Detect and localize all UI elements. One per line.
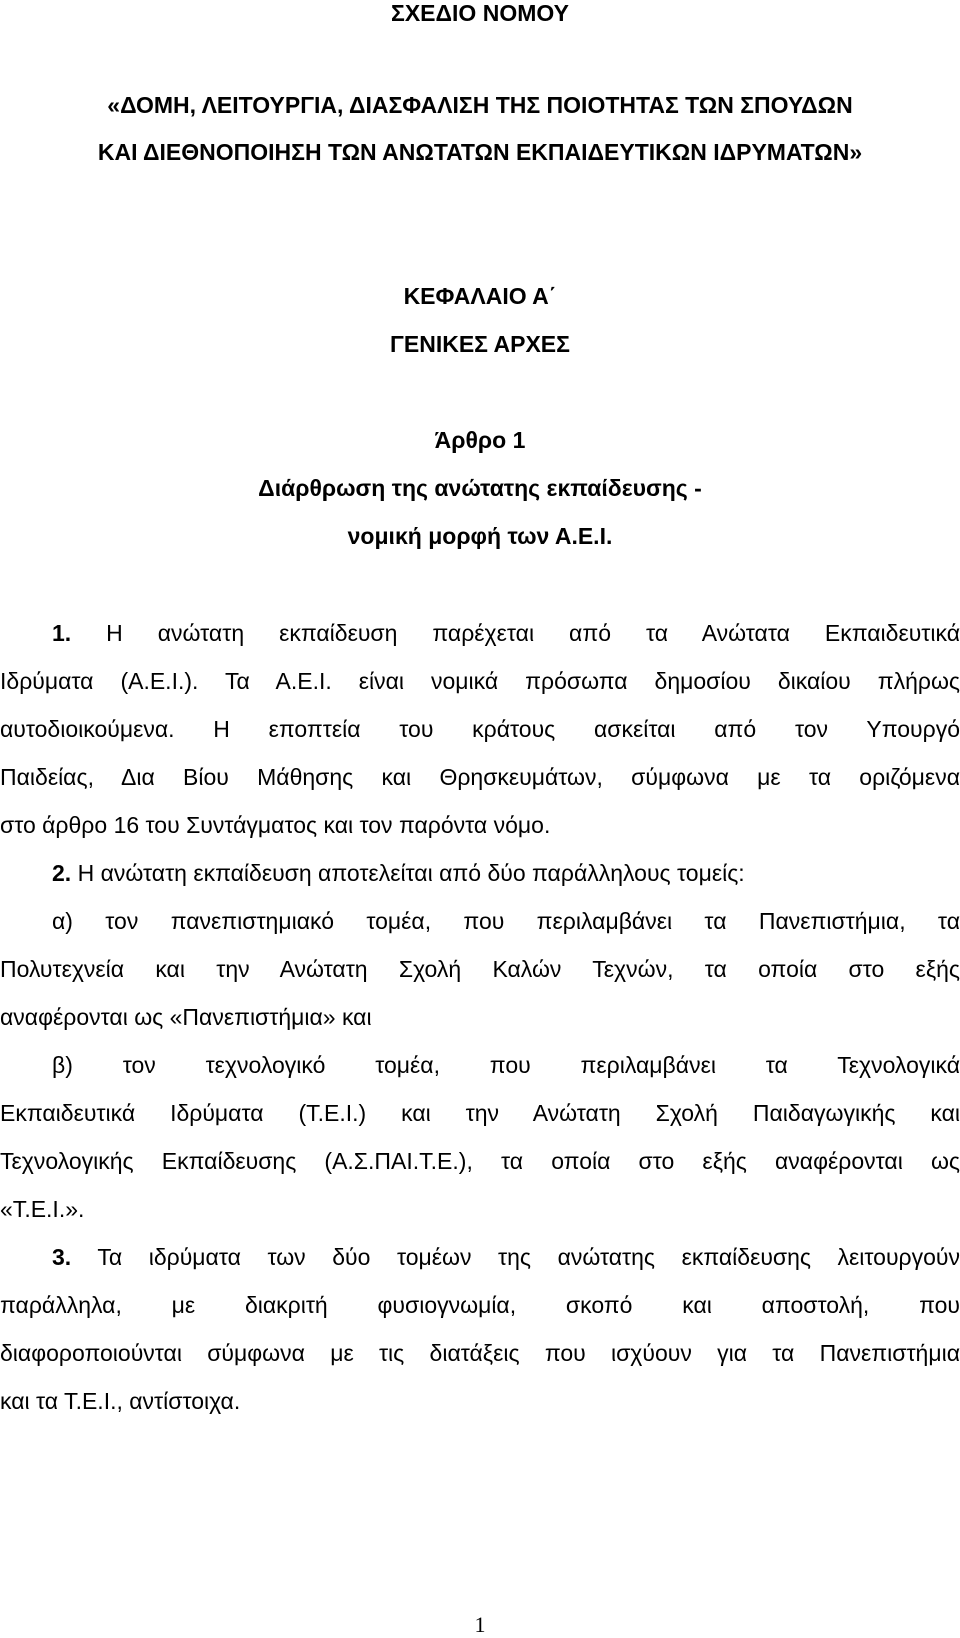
paragraph-2-number: 2. bbox=[52, 860, 72, 886]
paragraph-1-line-2: Ιδρύματα (Α.Ε.Ι.). Τα Α.Ε.Ι. είναι νομικά πρόσωπα δημοσίου δικαίου πλήρως bbox=[0, 668, 960, 694]
paragraph-1-line-4: Παιδείας, Δια Βίου Μάθησης και Θρησκευμάτων, σύμφωνα με τα οριζόμενα bbox=[0, 764, 960, 790]
paragraph-2-item-b-line-3: Τεχνολογικής Εκπαίδευσης (Α.Σ.ΠΑΙ.Τ.Ε.), τα οποία στο εξής αναφέρονται ως bbox=[0, 1148, 960, 1174]
paragraph-2-line-1: 2. Η ανώτατη εκπαίδευση αποτελείται από δύο παράλληλους τομείς: bbox=[52, 860, 745, 886]
paragraph-3-line-3: διαφοροποιούνται σύμφωνα με τις διατάξεις που ισχύουν για τα Πανεπιστήμια bbox=[0, 1340, 960, 1366]
chapter-heading: ΚΕΦΑΛΑΙΟ Α΄ bbox=[403, 283, 557, 309]
paragraph-3-line-2: παράλληλα, με διακριτή φυσιογνωμία, σκοπό και αποστολή, που bbox=[0, 1292, 960, 1318]
article-heading: Άρθρο 1 bbox=[434, 427, 526, 453]
bill-title-line-1: «ΔΟΜΗ, ΛΕΙΤΟΥΡΓΙΑ, ΔΙΑΣΦΑΛΙΣΗ ΤΗΣ ΠΟΙΟΤΗΤΑΣ ΤΩΝ ΣΠΟΥΔΩΝ bbox=[107, 92, 853, 118]
paragraph-1-number: 1. bbox=[52, 620, 72, 646]
bill-title-line-2: ΚΑΙ ΔΙΕΘΝΟΠΟΙΗΣΗ ΤΩΝ ΑΝΩΤΑΤΩΝ ΕΚΠΑΙΔΕΥΤΙΚΩΝ ΙΔΡΥΜΑΤΩΝ» bbox=[97, 139, 863, 165]
paragraph-2-item-a-line-1: α) τον πανεπιστημιακό τομέα, που περιλαμβάνει τα Πανεπιστήμια, τα bbox=[52, 908, 960, 934]
article-title-line-1: Διάρθρωση της ανώτατης εκπαίδευσης - bbox=[258, 475, 702, 501]
chapter-title: ΓΕΝΙΚΕΣ ΑΡΧΕΣ bbox=[390, 331, 570, 357]
article-title-line-2: νομική μορφή των Α.Ε.Ι. bbox=[347, 523, 613, 549]
paragraph-1-line-3: αυτοδιοικούμενα. Η εποπτεία του κράτους ασκείται από τον Υπουργό bbox=[0, 716, 960, 742]
page-number: 1 bbox=[474, 1612, 486, 1637]
paragraph-2-item-b-line-4: «Τ.Ε.Ι.». bbox=[0, 1196, 85, 1222]
paragraph-2-item-a-line-3: αναφέρονται ως «Πανεπιστήμια» και bbox=[0, 1004, 372, 1030]
document-heading: ΣΧΕΔΙΟ ΝΟΜΟΥ bbox=[391, 0, 569, 26]
paragraph-2-item-a-line-2: Πολυτεχνεία και την Ανώτατη Σχολή Καλών Τεχνών, τα οποία στο εξής bbox=[0, 956, 960, 982]
paragraph-2-item-b-line-1: β) τον τεχνολογικό τομέα, που περιλαμβάνει τα Τεχνολογικά bbox=[52, 1052, 960, 1078]
paragraph-1-line-5: στο άρθρο 16 του Συντάγματος και τον παρόντα νόμο. bbox=[0, 812, 551, 838]
paragraph-3-line-1: 3. Τα ιδρύματα των δύο τομέων της ανώτατης εκπαίδευσης λειτουργούν bbox=[52, 1244, 960, 1270]
paragraph-3-number: 3. bbox=[52, 1244, 72, 1270]
paragraph-1-line-1: 1. Η ανώτατη εκπαίδευση παρέχεται από τα Ανώτατα Εκπαιδευτικά bbox=[52, 620, 960, 646]
paragraph-3-line-4: και τα Τ.Ε.Ι., αντίστοιχα. bbox=[0, 1388, 241, 1414]
paragraph-2-item-b-line-2: Εκπαιδευτικά Ιδρύματα (Τ.Ε.Ι.) και την Ανώτατη Σχολή Παιδαγωγικής και bbox=[0, 1100, 960, 1126]
